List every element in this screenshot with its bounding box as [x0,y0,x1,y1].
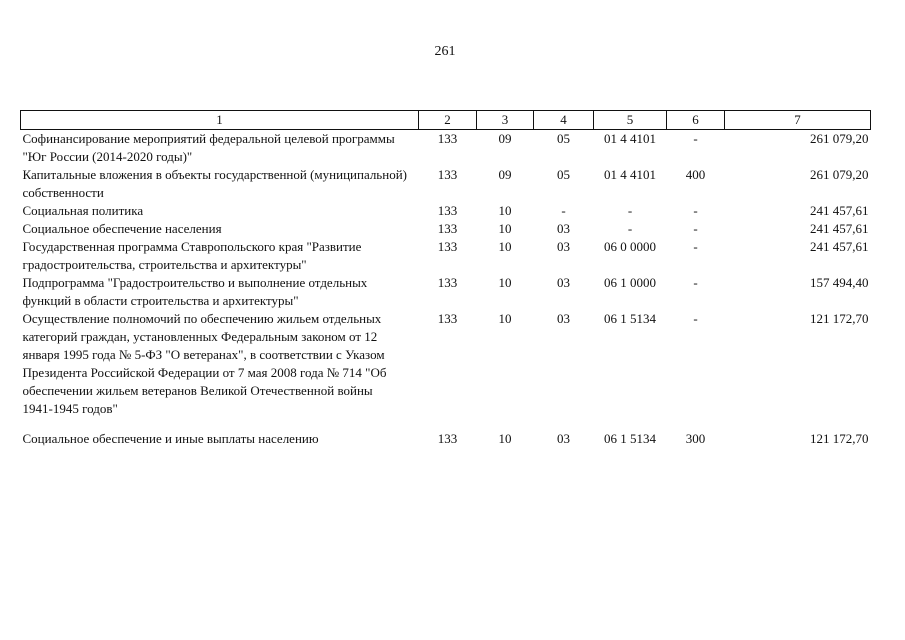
row-ministry-code: 133 [437,221,458,236]
row-name: Социальная политика [22,203,144,218]
column-header-1: 1 [21,111,419,130]
row-amount: 241 457,61 [810,221,869,236]
row-target-code: - [627,221,633,236]
row-expense-type: - [693,311,698,326]
column-header-2: 2 [419,111,477,130]
table-row [21,202,871,220]
row-section-code: 10 [498,431,512,446]
row-expense-type: - [693,275,698,290]
row-ministry-code: 133 [437,311,458,326]
row-ministry-code: 133 [437,239,458,254]
row-target-code: - [627,203,633,218]
row-subsection-code: 03 [557,275,570,290]
row-amount: 261 079,20 [810,131,869,146]
column-header-3: 3 [477,111,534,130]
row-expense-type: - [693,203,698,218]
table-row [21,418,871,448]
row-section-code: 10 [498,275,512,290]
row-subsection-code: 03 [557,239,570,254]
row-subsection-code: 05 [557,131,570,146]
budget-table-container [20,110,870,448]
row-name: Капитальные вложения в объекты государственной (муниципальной) собственности [22,167,407,200]
row-amount: 261 079,20 [810,167,869,182]
row-ministry-code: 133 [437,131,458,146]
header-row [21,111,871,130]
row-subsection-code: 03 [557,431,570,446]
row-target-code: 01 4 4101 [604,167,656,182]
row-section-code: 10 [498,203,512,218]
row-expense-type: - [693,221,698,236]
row-target-code: 06 0 0000 [604,239,656,254]
column-header-4: 4 [534,111,594,130]
table-row [21,238,871,274]
column-header-7: 7 [725,111,871,130]
row-target-code: 06 1 5134 [604,431,656,446]
row-amount: 241 457,61 [810,239,869,254]
row-section-code: 10 [498,221,512,236]
row-expense-type: 400 [685,167,706,182]
row-section-code: 10 [498,311,512,326]
row-amount: 241 457,61 [810,203,869,218]
row-target-code: 06 1 5134 [604,311,656,326]
row-subsection-code: 05 [557,167,570,182]
row-target-code: 06 1 0000 [604,275,656,290]
row-subsection-code: 03 [557,221,570,236]
row-subsection-code: - [561,203,566,218]
row-ministry-code: 133 [437,203,458,218]
row-name: Социальное обеспечение и иные выплаты населению [22,431,319,446]
row-section-code: 09 [498,167,512,182]
row-ministry-code: 133 [437,275,458,290]
row-name: Осуществление полномочий по обеспечению жильем отдельных категорий граждан, установленных Федеральным законом от 12 января 1995 года № 5-ФЗ "О ветеранах", в соответствии с Указом Президента Российской Федерации от 7 мая 2008 года № 714 "Об обеспечении жильем ветеранов Великой Отечественной войны 1941-1945 годов" [22,311,387,416]
row-amount: 157 494,40 [810,275,869,290]
table-row [21,310,871,418]
row-name: Подпрограмма "Градостроительство и выполнение отдельных функций в области строительства и архитектуры" [22,275,368,308]
column-header-5: 5 [594,111,667,130]
table-row [21,166,871,202]
row-section-code: 10 [498,239,512,254]
row-name: Софинансирование мероприятий федеральной целевой программы "Юг России (2014-2020 годы)" [22,131,395,164]
budget-table [20,110,871,448]
page-number: 261 [434,44,456,59]
column-header-6: 6 [667,111,725,130]
row-section-code: 09 [498,131,512,146]
row-expense-type: 300 [685,431,706,446]
table-row [21,130,871,167]
row-ministry-code: 133 [437,431,458,446]
table-row [21,274,871,310]
row-amount: 121 172,70 [810,431,869,446]
row-name: Социальное обеспечение населения [22,221,222,236]
row-amount: 121 172,70 [810,311,869,326]
row-target-code: 01 4 4101 [604,131,656,146]
row-expense-type: - [693,239,698,254]
row-expense-type: - [693,131,698,146]
row-name: Государственная программа Ставропольского края "Развитие градостроительства, строительства и архитектуры" [22,239,362,272]
row-ministry-code: 133 [437,167,458,182]
row-subsection-code: 03 [557,311,570,326]
table-row [21,220,871,238]
